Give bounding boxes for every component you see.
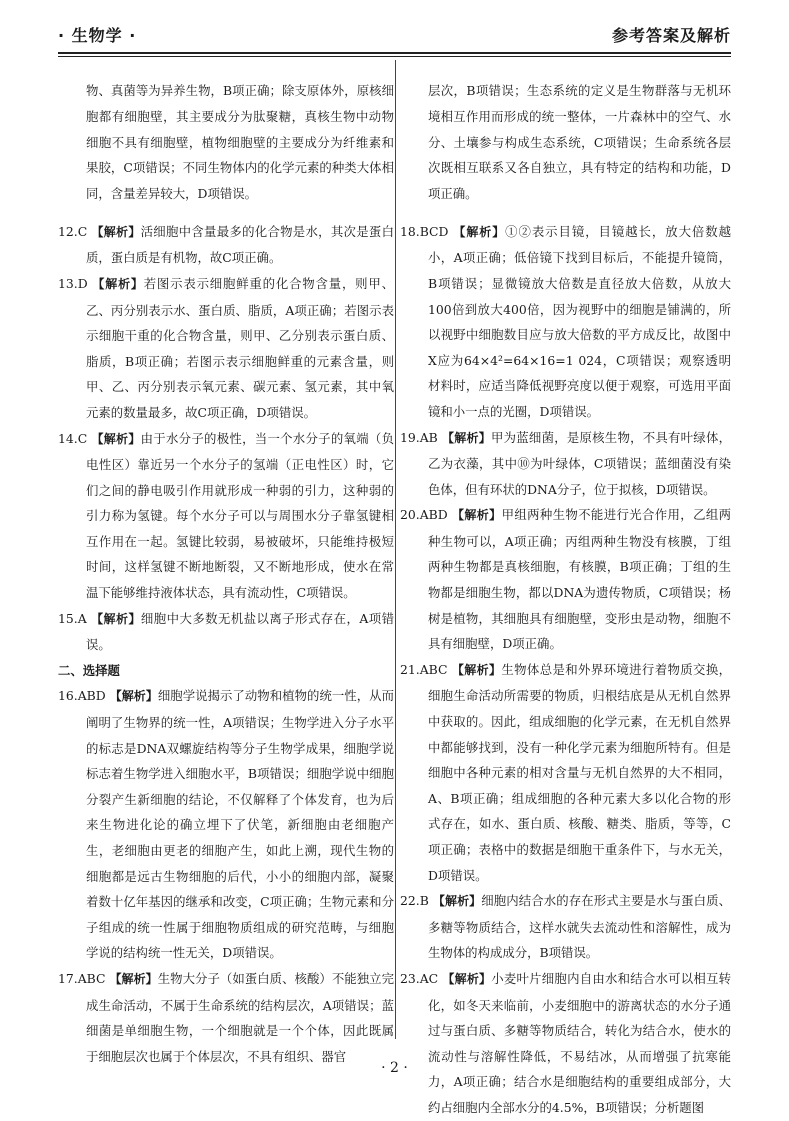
answer-item-21 [400,657,731,888]
analysis-tag: 【解析】 [452,508,502,523]
continuation-text: 层次，B项错误；生态系统的定义是生物群落与无机环境相互作用而形成的统一整体，一片森林中的空气、水分、土壤参与构成生态系统，C项错误；生命系统各层次既相互联系又各自独立，具有特定的结构和功能，D项正确。 [428,83,731,201]
analysis-tag: 【解析】 [91,224,141,239]
subject-label: · 生物学 · [58,26,137,45]
item-text: 若图示表示细胞鲜重的化合物含量，则甲、乙、丙分别表示水、蛋白质、脂质，A项正确；若图示表示细胞干重的化合物含量，则甲、乙分别表示蛋白质、脂质，B项正确；若图示表示细胞鲜重的元素含量，则甲、乙、丙分别表示氧元素、碳元素、氢元素，其中氧元素的数量最多，故C项正确，D项错误。 [86,275,394,420]
column-divider [395,60,396,1039]
item-text: 生物体总是和外界环境进行着物质交换，细胞生命活动所需要的物质，归根结底是从无机自然界中获取的。因此，组成细胞的化学元素，在无机自然界中都能够找到，没有一种化学元素为细胞所特有。但是细胞中各种元素的相对含量与无机自然界的大不相同，A、B项正确；组成细胞的各种元素大多以化合物的形式存在，如水、蛋白质、核酸、糖类、脂质，等等，C项正确；表格中的数据是细胞干重条件下，与水无关，D项错误。 [428,661,731,883]
item-answer: AC [419,970,439,986]
item-text: 细胞中大多数无机盐以离子形式存在，A项错误。 [86,610,394,653]
answer-item-17 [58,966,394,1069]
item-number: 16. [58,688,78,704]
item-text: 细胞学说揭示了动物和植物的统一性，从而阐明了生物界的统一性，A项错误；生物学进入分子水平的标志是DNA双螺旋结构等分子生物学成果，细胞学说标志着生物学进入细胞水平，B项错误；细胞学说中细胞分裂产生新细胞的结论，不仅解释了个体发育，也为后来生物进化论的确立埋下了伏笔，新细胞由老细胞产生，老细胞由更老的细胞产生，如此上溯，现代生物的细胞都是远古生物细胞的后代，小小的细胞内部，凝聚着数十亿年基因的继承和改变，C项正确；生物元素和分子组成的统一性属于细胞物质组成的研究范畴，与细胞学说的结构统一性无关，D项错误。 [86,688,394,961]
item-answer: C [77,430,88,446]
item-number: 12. [58,223,78,239]
continuation-text: 物、真菌等为异养生物，B项正确；除支原体外，原核细胞都有细胞壁，其主要成分为肽聚糖，真核生物中动物细胞不具有细胞壁，植物细胞壁的主要成分为纤维素和果胶，C项错误；不同生物体内的化学元素的种类大体相同，含量差异较大，D项错误。 [86,83,394,201]
answer-item-19 [400,425,731,503]
answer-item-23 [400,966,731,1121]
analysis-tag: 【解析】 [432,894,482,909]
item-answer: ABC [77,970,106,986]
analysis-tag: 【解析】 [442,971,492,986]
item-number: 21. [400,661,420,677]
answer-item-18 [400,219,731,425]
answer-item-12 [58,219,394,271]
item-answer: AB [419,429,438,445]
page-number: · 2 · [381,1060,408,1076]
answer-item-13 [58,271,394,426]
item-number: 13. [58,275,78,291]
item-answer: C [77,223,88,239]
header-title: 参考答案及解析 [611,26,731,45]
item-answer: ABD [77,688,106,704]
section-title: 二、选择题 [58,662,120,678]
item-text: 甲为蓝细菌，是原核生物，不具有叶绿体，乙为衣藻，其中⑩为叶绿体，C项错误；蓝细菌没有染色体，但有环状的DNA分子，位于拟核，D项错误。 [428,429,731,497]
item-number: 14. [58,430,78,446]
analysis-tag: 【解析】 [91,611,141,626]
item-answer: D [77,275,88,291]
answer-item-14 [58,426,394,606]
analysis-tag: 【解析】 [451,662,502,677]
item-answer: BCD [419,223,449,239]
analysis-tag: 【解析】 [453,224,506,239]
left-column [58,66,394,1064]
item-text: ①②表示目镜，目镜越长，放大倍数越小，A项正确；低倍镜下找到目标后，不能提升镜筒，B项错误；显微镜放大倍数是直径放大倍数，从放大100倍到放大400倍，因为视野中的细胞是铺满的，所以视野中细胞数目应与放大倍数的平方成反比，故图中X应为64×4²=64×16=1 024，C项错误；观察透明材料时，应适当降低视野亮度以便于观察，可选用平面镜和小一点的光圈，D项错误。 [428,223,731,419]
item-number: 19. [400,429,420,445]
header-rule [58,52,731,54]
item-answer: ABD [419,507,448,523]
item-text: 由于水分子的极性，当一个水分子的氧端（负电性区）靠近另一个水分子的氢端（正电性区）时，它们之间的静电吸引作用就形成一种弱的引力，这种弱的引力称为氢键。每个水分子可以与周围水分子靠氢键相互作用在一起。氢键比较弱，易被破坏，只能维持极短时间，这样氢键不断地断裂，又不断地形成，使水在常温下能够维持液体状态，具有流动性，C项错误。 [86,430,394,601]
analysis-tag: 【解析】 [91,431,141,446]
answer-item-16 [58,683,394,966]
item-text: 小麦叶片细胞内自由水和结合水可以相互转化，如冬天来临前，小麦细胞中的游离状态的水分子通过与蛋白质、多糖等物质结合，转化为结合水，使水的流动性与溶解性降低，不易结冰，从而增强了抗寒能力，A项正确；结合水是细胞结构的重要组成部分，大约占细胞内全部水分的4.5%，B项错误；分析题图 [428,970,731,1115]
page-header [58,16,731,46]
analysis-tag: 【解析】 [109,971,158,986]
item-number: 17. [58,970,78,986]
item-number: 18. [400,223,420,239]
analysis-tag: 【解析】 [92,276,144,291]
item-text: 甲组两种生物不能进行光合作用，乙组两种生物可以，A项正确；丙组两种生物没有核膜，丁组两种生物都是真核细胞，有核膜，B项正确；丁组的生物都是细胞生物，都以DNA为遗传物质，C项错误；杨树是植物，其细胞具有细胞壁，变形虫是动物，细胞不具有细胞壁，D项正确。 [428,507,731,652]
item-text: 细胞内结合水的存在形式主要是水与蛋白质、多糖等物质结合，这样水就失去流动性和溶解性，成为生物体的构成成分，B项错误。 [428,893,731,961]
item-number: 22. [400,893,420,909]
header-rule-thin [58,56,731,57]
analysis-tag: 【解析】 [441,430,491,445]
item-number: 15. [58,610,78,626]
item-number: 20. [400,507,420,523]
answer-item-20 [400,502,731,657]
item-text: 活细胞中含量最多的化合物是水，其次是蛋白质，蛋白质是有机物，故C项正确。 [86,223,394,266]
item-answer: B [419,893,429,909]
right-column [400,66,731,1115]
item-answer: ABC [419,661,448,677]
answer-item-15 [58,606,394,658]
item-answer: A [77,610,87,626]
item-number: 23. [400,970,420,986]
item-text: 生物大分子（如蛋白质、核酸）不能独立完成生命活动，不属于生命系统的结构层次，A项错误；蓝细菌是单细胞生物，一个细胞就是一个个体，因此既属于细胞层次也属于个体层次，不具有组织、器官 [86,970,394,1064]
answer-item-22 [400,888,731,966]
analysis-tag: 【解析】 [109,689,158,704]
